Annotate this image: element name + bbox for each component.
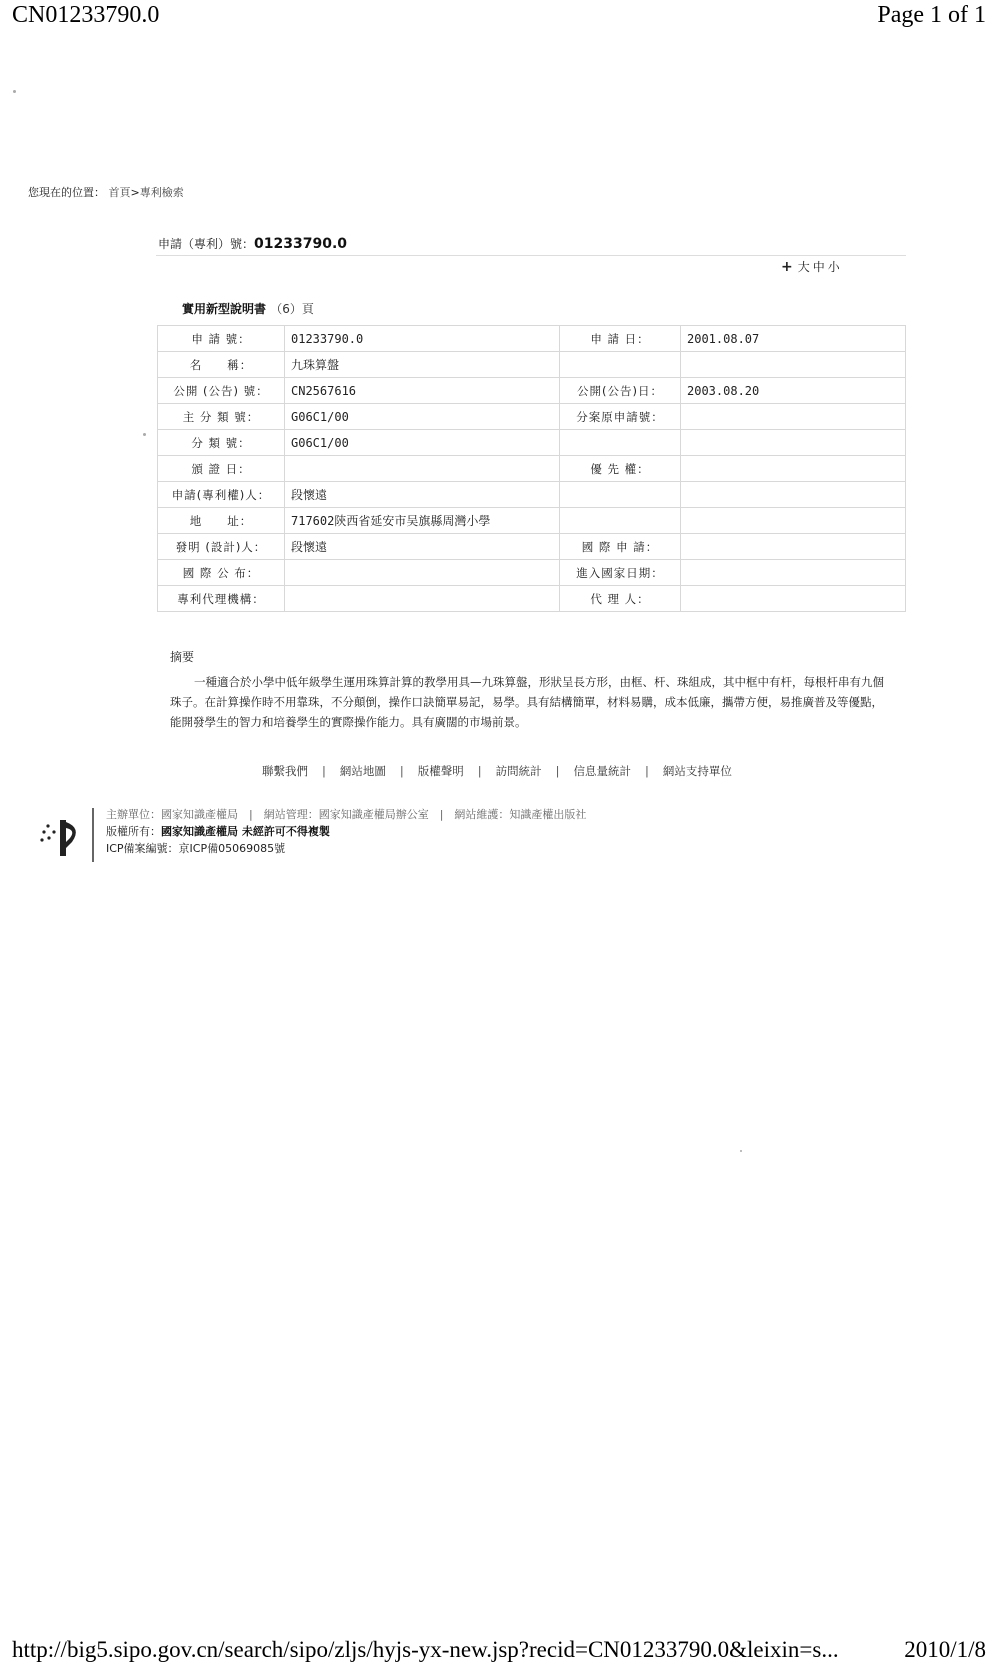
meta-value: G06C1/00 (285, 430, 560, 456)
meta-row (158, 508, 906, 534)
breadcrumb (28, 184, 184, 200)
footer-organizer-line: 主辦單位：國家知識產權局 | 網站管理：國家知識產權局辦公室 | 網站維護：知識產權出版社 (106, 808, 587, 821)
scan-speck (143, 433, 146, 436)
font-size-large-link[interactable]: 大 (797, 260, 813, 274)
application-number: 01233790.0 (254, 236, 348, 252)
breadcrumb-separator: > (130, 186, 140, 199)
footer-links (262, 763, 732, 779)
meta-value: 2001.08.07 (681, 326, 906, 352)
meta-value: 九珠算盤 (285, 352, 560, 378)
breadcrumb-current-link[interactable]: 專利檢索 (139, 186, 184, 199)
breadcrumb-label: 您現在的位置： (28, 186, 105, 199)
meta-label: 申請(專利權)人： (158, 482, 285, 508)
meta-value (285, 560, 560, 586)
font-size-small-link[interactable]: 小 (827, 260, 843, 274)
meta-row (158, 482, 906, 508)
meta-label: 國 際 公 布： (158, 560, 285, 586)
sipo-logo-icon (38, 812, 88, 860)
site-footer (38, 806, 738, 866)
footer-link-separator: | (645, 764, 649, 778)
breadcrumb-home-link[interactable]: 首頁 (108, 186, 131, 199)
font-size-medium-link[interactable]: 中 (812, 260, 828, 274)
meta-row (158, 560, 906, 586)
meta-value (681, 482, 906, 508)
meta-label: 公開(公告)日： (560, 378, 681, 404)
meta-label: 分案原申請號： (560, 404, 681, 430)
footer-divider (92, 808, 94, 862)
meta-label: 名 稱： (158, 352, 285, 378)
meta-label: 申 請 日： (560, 326, 681, 352)
scan-speck (740, 1150, 742, 1152)
footer-link[interactable]: 信息量統計 (573, 764, 631, 778)
meta-value: CN2567616 (285, 378, 560, 404)
meta-row (158, 378, 906, 404)
meta-label: 分 類 號： (158, 430, 285, 456)
meta-row (158, 352, 906, 378)
meta-label (560, 508, 681, 534)
print-header-page: Page 1 of 1 (877, 2, 986, 28)
footer-link[interactable]: 網站支持單位 (662, 764, 732, 778)
print-header-doc-id: CN01233790.0 (12, 2, 160, 28)
meta-row (158, 430, 906, 456)
footer-link[interactable]: 版權聲明 (417, 764, 464, 778)
footer-copyright-label: 版權所有： (106, 825, 161, 838)
application-number-label: 申請（專利）號： (158, 237, 255, 251)
meta-value (681, 430, 906, 456)
meta-value (285, 586, 560, 612)
footer-copyright-value: 國家知識產權局 未經許可不得複製 (161, 825, 330, 838)
meta-label: 優 先 權： (560, 456, 681, 482)
meta-value (681, 456, 906, 482)
scan-speck (13, 90, 16, 93)
meta-value: 段懷遠 (285, 482, 560, 508)
meta-row (158, 404, 906, 430)
abstract-text: 一種適合於小學中低年級學生運用珠算計算的教學用具—九珠算盤，形狀呈長方形，由框、杆、珠組成，其中框中有杆，每根杆串有九個珠子。在計算操作時不用靠珠，不分顛倒，操作口訣簡單易記，易學。具有結構簡單，材料易購，成本低廉，攜帶方便，易推廣普及等優點，能開發學生的智力和培養學生的實際操作能力。具有廣闊的市場前景。 (170, 675, 884, 729)
meta-label: 地 址： (158, 508, 285, 534)
meta-row (158, 534, 906, 560)
meta-value (681, 534, 906, 560)
meta-label (560, 352, 681, 378)
meta-label: 進入國家日期： (560, 560, 681, 586)
footer-link-separator: | (399, 764, 404, 778)
abstract-title: 摘要 (170, 650, 195, 664)
meta-value (681, 586, 906, 612)
meta-label: 主 分 類 號： (158, 404, 285, 430)
patent-meta-table (157, 325, 906, 612)
meta-label: 專利代理機構： (158, 586, 285, 612)
print-footer-url: http://big5.sipo.gov.cn/search/sipo/zljs/hyjs-yx-new.jsp?recid=CN01233790.0&leixin=s... (12, 1637, 839, 1662)
meta-value (681, 352, 906, 378)
plus-icon: + (781, 259, 796, 275)
meta-label: 發明 (設計)人： (158, 534, 285, 560)
meta-value: G06C1/00 (285, 404, 560, 430)
spec-page-count: （6）頁 (270, 302, 314, 316)
meta-row (158, 326, 906, 352)
meta-value (285, 456, 560, 482)
footer-link-separator: | (477, 764, 482, 778)
meta-label: 公開 (公告) 號： (158, 378, 285, 404)
meta-label: 代 理 人： (560, 586, 681, 612)
meta-value (681, 560, 906, 586)
spec-title (182, 300, 314, 317)
footer-copyright-line (106, 823, 586, 840)
footer-link[interactable]: 網站地圖 (339, 764, 386, 778)
font-size-control (781, 258, 843, 275)
footer-link-separator: | (322, 764, 326, 778)
print-footer-date: 2010/1/8 (904, 1637, 986, 1662)
meta-label: 國 際 申 請： (560, 534, 681, 560)
divider (156, 255, 906, 256)
meta-value (681, 508, 906, 534)
footer-link-separator: | (555, 764, 560, 778)
meta-label (560, 430, 681, 456)
meta-value: 717602陝西省延安市吴旗縣周灣小學 (285, 508, 560, 534)
meta-value: 段懷遠 (285, 534, 560, 560)
footer-link[interactable]: 聯繫我們 (262, 764, 308, 778)
application-number-line (158, 235, 347, 252)
meta-row (158, 586, 906, 612)
meta-value: 01233790.0 (285, 326, 560, 352)
footer-link[interactable]: 訪問統計 (495, 764, 542, 778)
footer-icp-line: ICP備案編號：京ICP備05069085號 (106, 842, 286, 855)
meta-label: 申 請 號： (158, 326, 285, 352)
meta-label: 頒 證 日： (158, 456, 285, 482)
spec-title-link[interactable]: 實用新型說明書 (182, 302, 267, 316)
meta-label (560, 482, 681, 508)
meta-value (681, 404, 906, 430)
meta-value: 2003.08.20 (681, 378, 906, 404)
footer-text (106, 806, 586, 857)
meta-row (158, 456, 906, 482)
